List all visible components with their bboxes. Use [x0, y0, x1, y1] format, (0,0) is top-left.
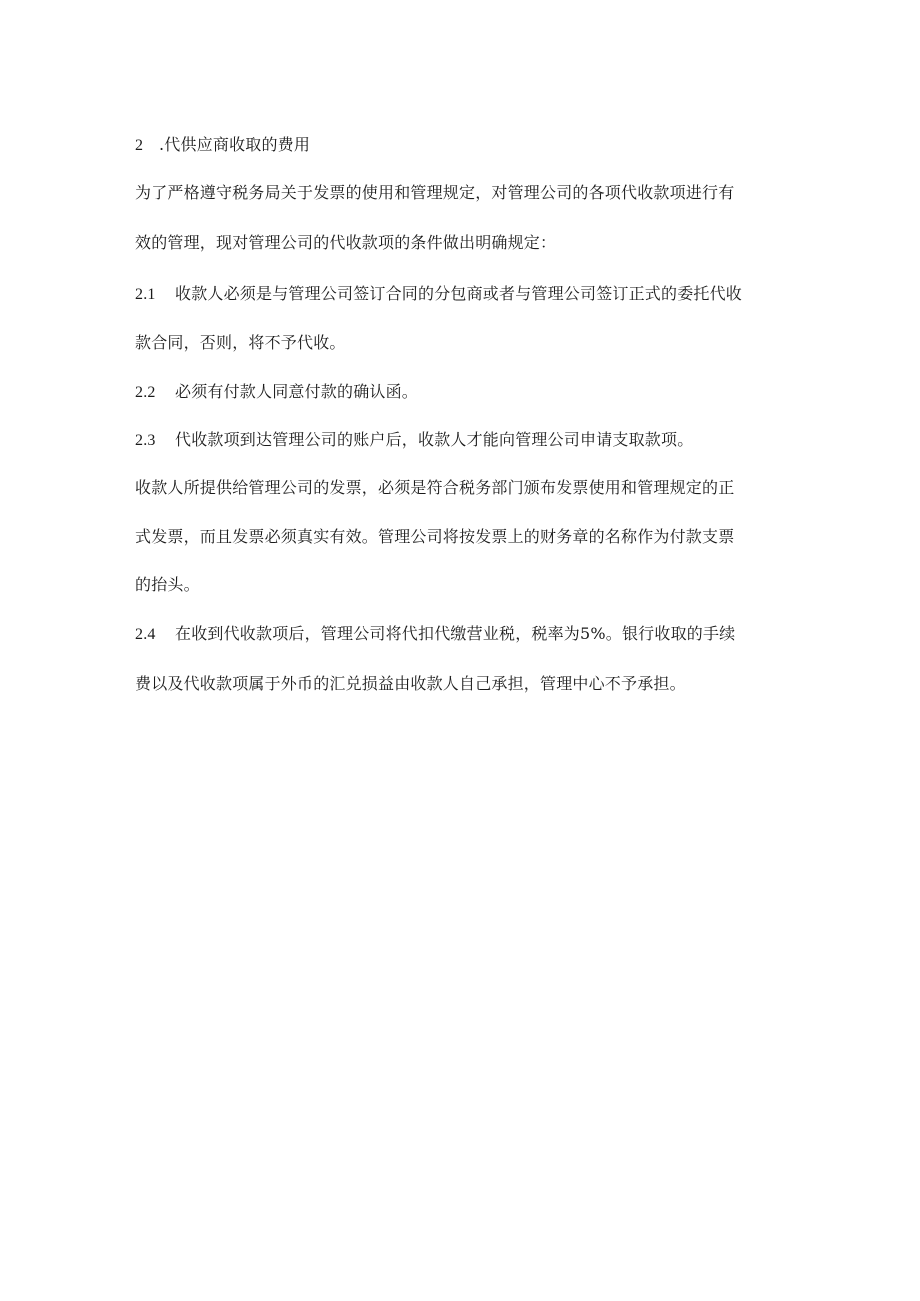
clause-2-4 — [135, 624, 795, 645]
clause-text: 必须有付款人同意付款的确认函。 — [175, 382, 419, 401]
intro-line-2: 效的管理，现对管理公司的代收款项的条件做出明确规定： — [135, 233, 557, 252]
section-number: 2 — [135, 137, 144, 154]
invoice-note-line-1: 收款人所提供给管理公司的发票，必须是符合税务部门颁布发票使用和管理规定的正 — [135, 478, 735, 497]
intro-line-1: 为了严格遵守税务局关于发票的使用和管理规定，对管理公司的各项代收款项进行有 — [135, 183, 735, 202]
clause-text: 在收到代收款项后，管理公司将代扣代缴营业税，税率为5%。银行收取的手续 — [175, 624, 736, 643]
section-title: .代供应商收取的费用 — [159, 135, 311, 154]
clause-2-1-continued: 款合同，否则，将不予代收。 — [135, 333, 346, 352]
clause-number: 2.3 — [135, 432, 156, 449]
clause-text: 收款人必须是与管理公司签订合同的分包商或者与管理公司签订正式的委托代收 — [175, 284, 743, 303]
clause-number: 2.1 — [135, 286, 156, 303]
clause-number: 2.2 — [135, 384, 156, 401]
clause-2-4-continued: 费以及代收款项属于外币的汇兑损益由收款人自己承担，管理中心不予承担。 — [135, 674, 686, 693]
clause-number: 2.4 — [135, 626, 156, 643]
section-heading — [135, 135, 795, 156]
invoice-note-line-2: 式发票，而且发票必须真实有效。管理公司将按发票上的财务章的名称作为付款支票 — [135, 527, 735, 546]
clause-text: 代收款项到达管理公司的账户后，收款人才能向管理公司申请支取款项。 — [175, 430, 694, 449]
clause-2-1 — [135, 284, 795, 305]
invoice-note-line-3: 的抬头。 — [135, 575, 200, 594]
clause-2-2 — [135, 382, 795, 403]
clause-2-3 — [135, 430, 795, 451]
